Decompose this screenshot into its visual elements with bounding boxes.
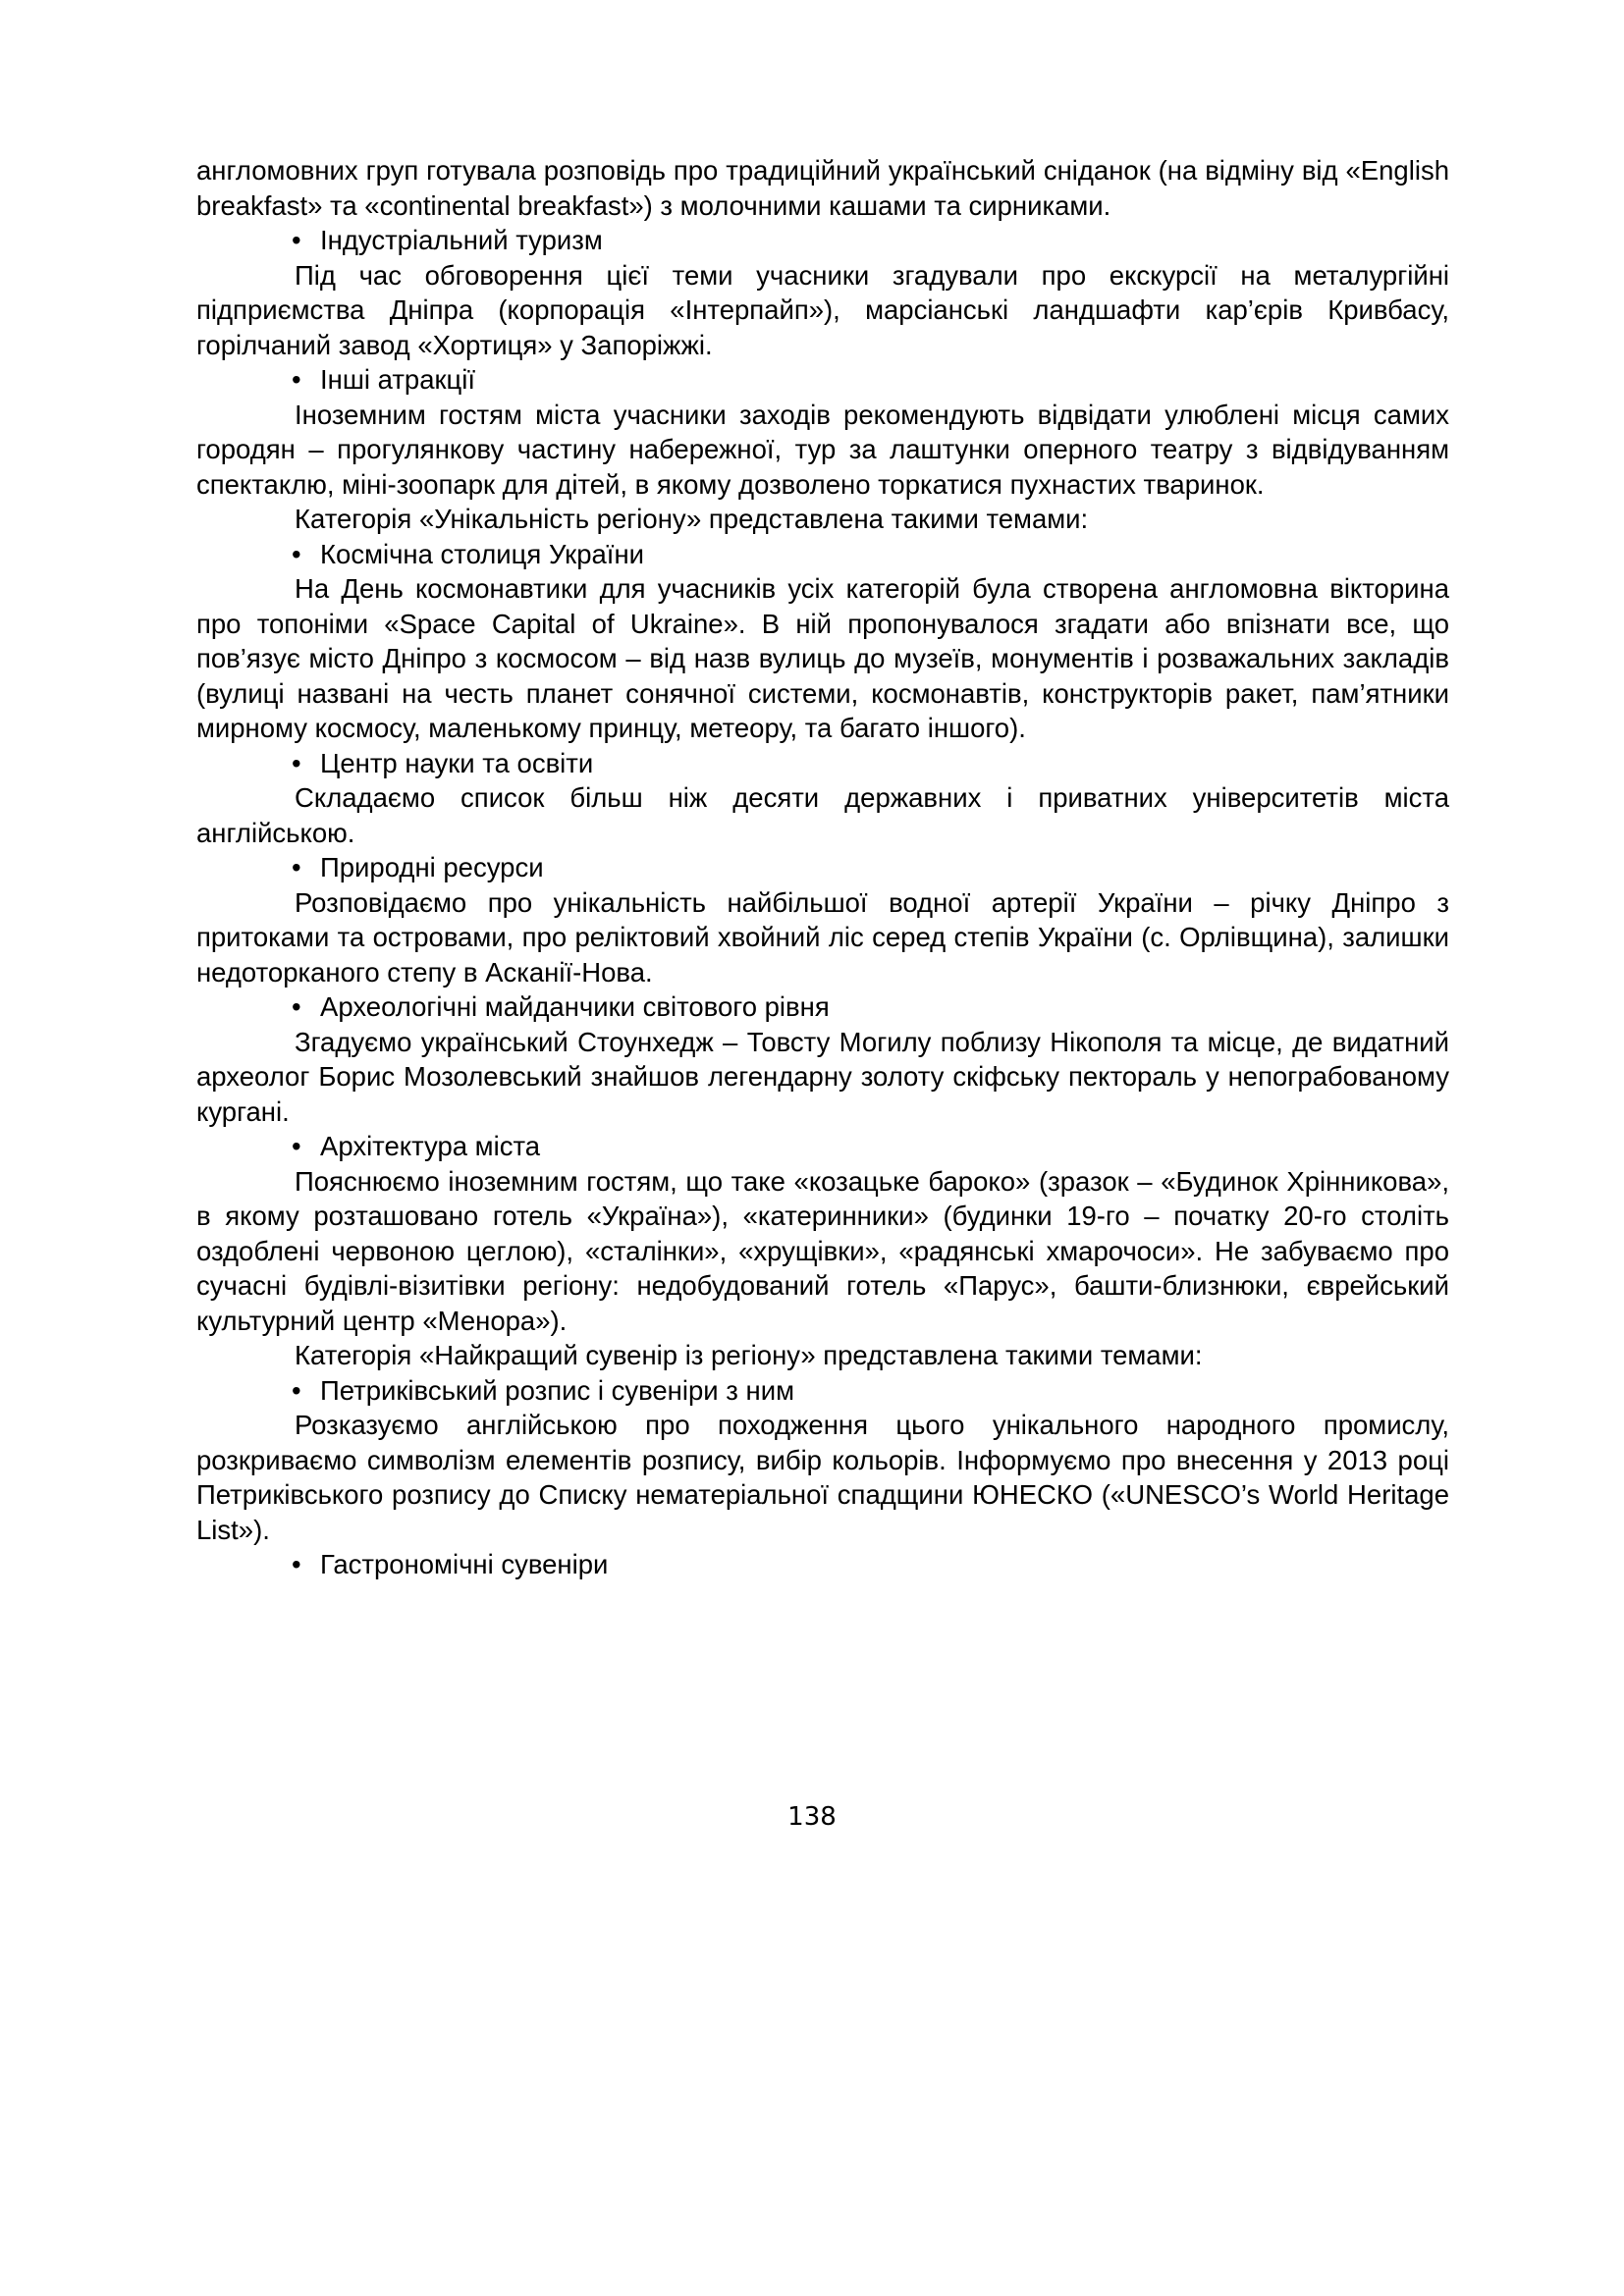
bullet-dot-icon: • — [292, 1549, 301, 1579]
paragraph: Під час обговорення цієї теми учасники згадували про екскурсії на металургійні підприємства Дніпра (корпорація «Інтерпайп»), марсіанські ландшафти кар’єрів Кривбасу, горілчаний завод «Хортиця» у Запоріжжі. — [196, 259, 1449, 360]
bullet-text: Архітектура міста — [320, 1131, 541, 1161]
paragraph: Категорія «Унікальність регіону» представлена такими темами: — [295, 504, 1089, 534]
bullet-dot-icon: • — [292, 1374, 301, 1406]
paragraph: Згадуємо український Стоунхедж – Товсту Могилу поблизу Нікополя та місце, де видатний археолог Борис Мозолевський знайшов легендарну золоту скіфську пектораль у непограбованому кургані. — [196, 1026, 1449, 1127]
paragraph: Іноземним гостям міста учасники заходів рекомендують відвідати улюблені місця самих городян – прогулянкову частину набережної, тур за лаштунки оперного театру з відвідуванням спектаклю, міні-зоопарк для дітей, в якому дозволено торкатися пухнастих тваринок. — [196, 399, 1449, 500]
bullet-dot-icon: • — [292, 852, 301, 882]
paragraph: Складаємо список більш ніж десяти державних і приватних університетів міста англійською. — [196, 782, 1449, 848]
bullet-text: Індустріальний туризм — [320, 225, 603, 255]
bullet-dot-icon: • — [292, 1131, 301, 1161]
bullet-text: Центр науки та освіти — [320, 747, 594, 778]
page-number: 138 — [787, 1802, 837, 1832]
bullet-item — [196, 850, 1449, 885]
bullet-text: Археологічні майданчики світового рівня — [320, 991, 830, 1022]
bullet-text: Гастрономічні сувеніри — [320, 1549, 609, 1579]
bullet-text: Космічна столиця України — [320, 538, 644, 569]
bullet-item — [196, 1373, 1449, 1409]
paragraph: англомовних груп готувала розповідь про традиційний український сніданок (на відміну від «English breakfast» та «continental breakfast») з молочними кашами та сирниками. — [196, 155, 1449, 221]
paragraph: На День космонавтики для учасників усіх категорій була створена англомовна вікторина про топоніми «Space Capital of Ukraine». В ній пропонувалося згадати або впізнати все, що пов’язує місто Дніпро з космосом – від назв вулиць до музеїв, монументів і розважальних закладів (вулиці названі на честь планет сонячної системи, космонавтів, конструкторів ракет, пам’ятники мирному космосу, маленькому принцу, метеору, та багато іншого). — [196, 573, 1449, 743]
bullet-dot-icon: • — [292, 225, 301, 255]
paragraph: Розказуємо англійською про походження цього унікального народного промислу, розкриваємо символізм елементів розпису, вибір кольорів. Інформуємо про внесення у 2013 році Петриківського розпису до Списку нематеріальної спадщини ЮНЕСКО («UNESCO’s World Heritage List»). — [196, 1410, 1449, 1545]
bullet-dot-icon: • — [292, 991, 301, 1022]
bullet-item — [196, 362, 1449, 398]
paragraph: Категорія «Найкращий сувенір із регіону» представлена такими темами: — [295, 1340, 1203, 1370]
bullet-item — [196, 746, 1449, 781]
page-body — [196, 153, 1449, 1582]
bullet-text: Природні ресурси — [320, 852, 544, 882]
bullet-dot-icon: • — [292, 538, 301, 569]
bullet-item — [196, 1129, 1449, 1164]
bullet-item — [196, 223, 1449, 258]
bullet-item — [196, 989, 1449, 1025]
bullet-item — [196, 1547, 1449, 1582]
bullet-dot-icon: • — [292, 747, 301, 778]
bullet-item — [196, 537, 1449, 572]
bullet-text: Петриківський розпис і сувеніри з ним — [320, 1374, 794, 1406]
bullet-dot-icon: • — [292, 364, 301, 395]
paragraph: Пояснюємо іноземним гостям, що таке «козацьке бароко» (зразок – «Будинок Хрінникова», в якому розташовано готель «Україна»), «катеринники» (будинки 19-го – початку 20-го століть оздоблені червоною цеглою), «сталінки», «хрущівки», «радянські хмарочоси». Не забуваємо про сучасні будівлі-візитівки регіону: недобудований готель «Парус», башти-близнюки, єврейський культурний центр «Менора»). — [196, 1165, 1449, 1336]
bullet-text: Інші атракції — [320, 364, 476, 395]
paragraph: Розповідаємо про унікальність найбільшої водної артерії України – річку Дніпро з притоками та островами, про реліктовий хвойний ліс серед степів України (с. Орлівщина), залишки недоторканого степу в Асканії-Нова. — [196, 886, 1449, 988]
